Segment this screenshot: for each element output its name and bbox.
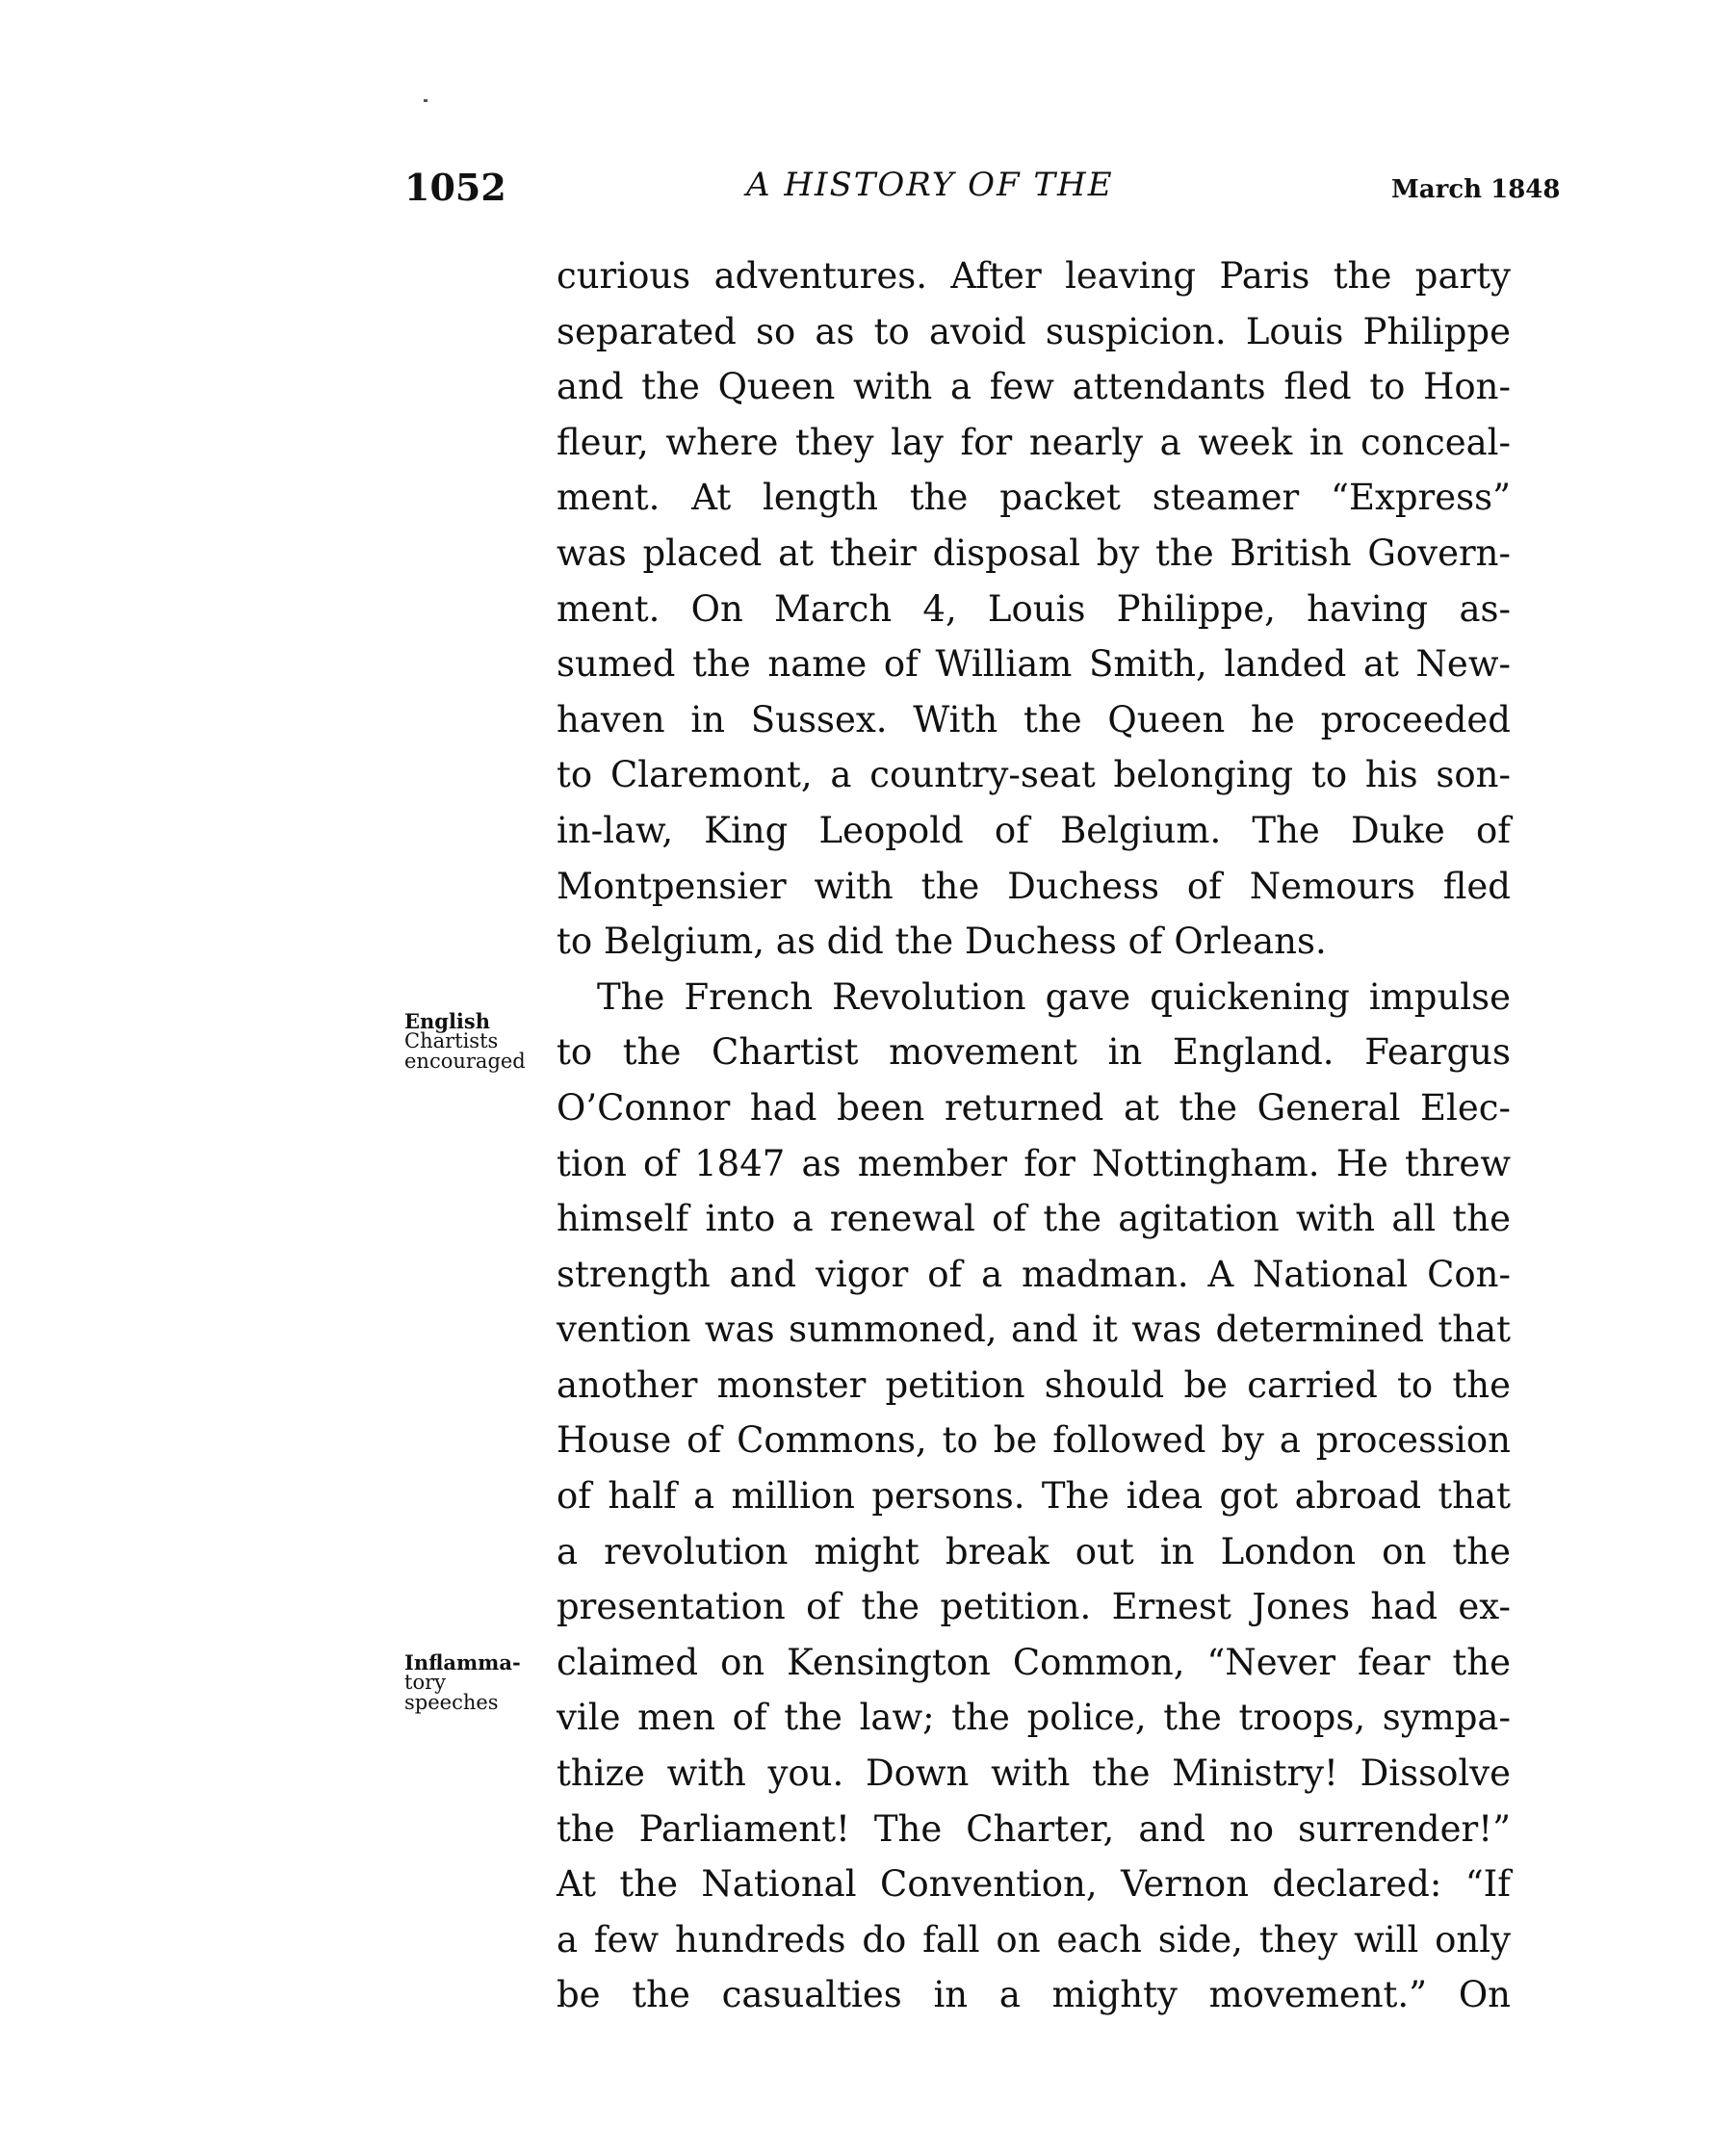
margin-note-line: Inflamma-: [404, 1650, 521, 1675]
text-line: to Belgium, as did the Duchess of Orleans.: [557, 921, 1327, 963]
text-line: separated so as to avoid suspicion. Louis Philippe: [557, 310, 1511, 352]
text-line: O’Connor had been returned at the General Elec-: [557, 1086, 1511, 1129]
text-line: curious adventures. After leaving Paris the party: [557, 255, 1511, 297]
text-line: a few hundreds do fall on each side, they will only: [557, 1918, 1511, 1960]
text-line: vention was summoned, and it was determined that: [557, 1309, 1511, 1351]
running-title: A HISTORY OF THE: [746, 166, 1114, 204]
running-date: March 1848: [1391, 175, 1561, 204]
text-line: the Parliament! The Charter, and no surrender!”: [557, 1807, 1511, 1850]
text-line: be the casualties in a mighty movement.” On: [557, 1974, 1511, 2016]
text-line: himself into a renewal of the agitation with all the: [557, 1198, 1511, 1240]
margin-note-line: encouraged: [404, 1050, 526, 1073]
text-line: At the National Convention, Vernon declared: “If: [557, 1863, 1511, 1906]
text-line: thize with you. Down with the Ministry! Dissolve: [557, 1753, 1511, 1795]
text-line: Montpensier with the Duchess of Nemours fled: [557, 865, 1511, 907]
text-line: was placed at their disposal by the British Govern-: [557, 532, 1511, 574]
text-line: strength and vigor of a madman. A National Con-: [557, 1253, 1511, 1295]
margin-note-english-chartists: [404, 1011, 526, 1072]
body-text: [557, 248, 1511, 2023]
margin-note-line: tory: [404, 1671, 446, 1694]
margin-note-line: Chartists: [404, 1029, 499, 1052]
margin-note-line: speeches: [404, 1691, 499, 1714]
scan-speck: [424, 99, 428, 102]
text-line: haven in Sussex. With the Queen he proceeded: [557, 698, 1511, 740]
margin-note-line: English: [404, 1009, 491, 1033]
text-line: to the Chartist movement in England. Feargus: [557, 1031, 1511, 1074]
text-line: to Claremont, a country-seat belonging to his son-: [557, 754, 1511, 796]
text-line: another monster petition should be carried to the: [557, 1363, 1511, 1406]
text-line: sumed the name of William Smith, landed at New-: [557, 643, 1511, 686]
text-line: vile men of the law; the police, the troops, sympa-: [557, 1697, 1511, 1739]
text-line: House of Commons, to be followed by a procession: [557, 1419, 1511, 1462]
text-line: claimed on Kensington Common, “Never fear the: [557, 1641, 1511, 1683]
text-line: a revolution might break out in London on the: [557, 1530, 1511, 1572]
text-line: and the Queen with a few attendants fled to Hon-: [557, 366, 1511, 408]
text-line: ment. On March 4, Louis Philippe, having as-: [557, 587, 1511, 630]
text-line: fleur, where they lay for nearly a week in conceal-: [557, 421, 1511, 463]
text-line: presentation of the petition. Ernest Jones had ex-: [557, 1586, 1511, 1628]
text-line: tion of 1847 as member for Nottingham. He threw: [557, 1142, 1511, 1184]
text-line: The French Revolution gave quickening impulse: [597, 975, 1511, 1018]
page-number: 1052: [404, 166, 506, 209]
margin-note-inflammatory-speeches: [404, 1652, 521, 1713]
text-line: in-law, King Leopold of Belgium. The Duke of: [557, 809, 1511, 851]
text-line: of half a million persons. The idea got abroad that: [557, 1475, 1511, 1518]
text-line: ment. At length the packet steamer “Express”: [557, 477, 1511, 519]
